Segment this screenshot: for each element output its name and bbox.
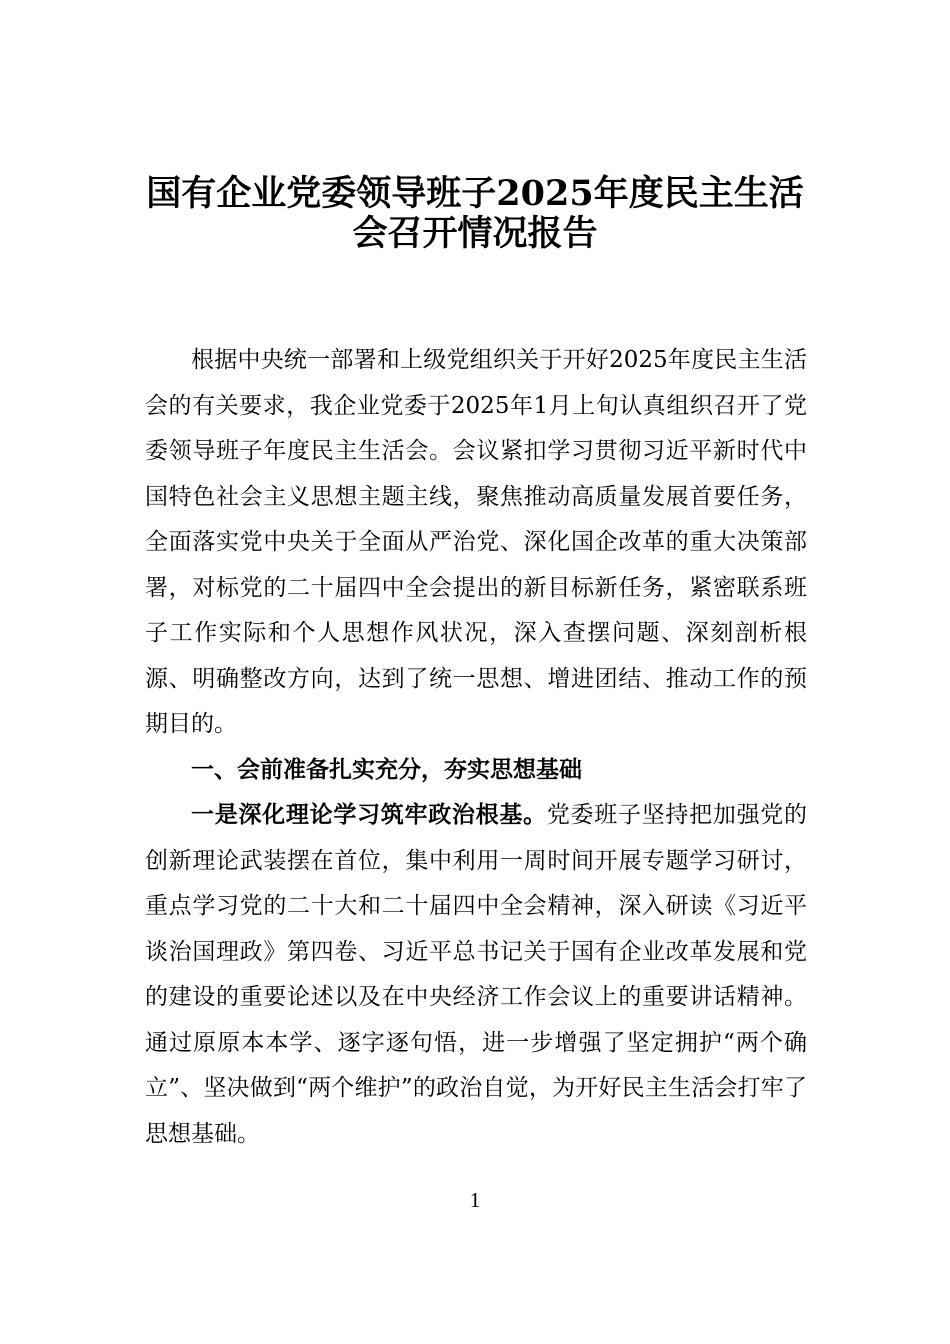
- document-body: [145, 338, 807, 1157]
- page-number: 1: [469, 1188, 481, 1212]
- paragraph-text: 党委班子坚持把加强党的创新理论武装摆在首位，集中利用一周时间开展专题学习研讨，重点学习党的二十大和二十届四中全会精神，深入研读《习近平谈治国理政》第四卷、习近平总书记关于国有企业改革发展和党的建设的重要论述以及在中央经济工作会议上的重要讲话精神。通过原原本本学、逐字逐句悟，进一步增强了坚定拥护“两个确立”、坚决做到“两个维护”的政治自觉，为开好民主生活会打牢了思想基础。: [145, 802, 808, 1147]
- section-heading: 一、会前准备扎实充分，夯实思想基础: [191, 756, 582, 783]
- document-title-line-1: 国有企业党委领导班子2025年度民主生活: [146, 173, 804, 214]
- document-title-line-2: 会召开情况报告: [352, 213, 598, 254]
- paragraph-lead: 一是深化理论学习筑牢政治根基。: [191, 802, 547, 828]
- intro-paragraph: 根据中央统一部署和上级党组织关于开好2025年度民主生活会的有关要求，我企业党委于2025年1月上旬认真组织召开了党委领导班子年度民主生活会。会议紧扣学习贯彻习近平新时代中国特色社会主义思想主题主线，聚焦推动高质量发展首要任务，全面落实党中央关于全面从严治党、深化国企改革的重大决策部署，对标党的二十届四中全会提出的新目标新任务，紧密联系班子工作实际和个人思想作风状况，深入查摆问题、深刻剖析根源、明确整改方向，达到了统一思想、增进团结、推动工作的预期目的。: [145, 347, 807, 737]
- section-paragraph: [145, 793, 807, 1157]
